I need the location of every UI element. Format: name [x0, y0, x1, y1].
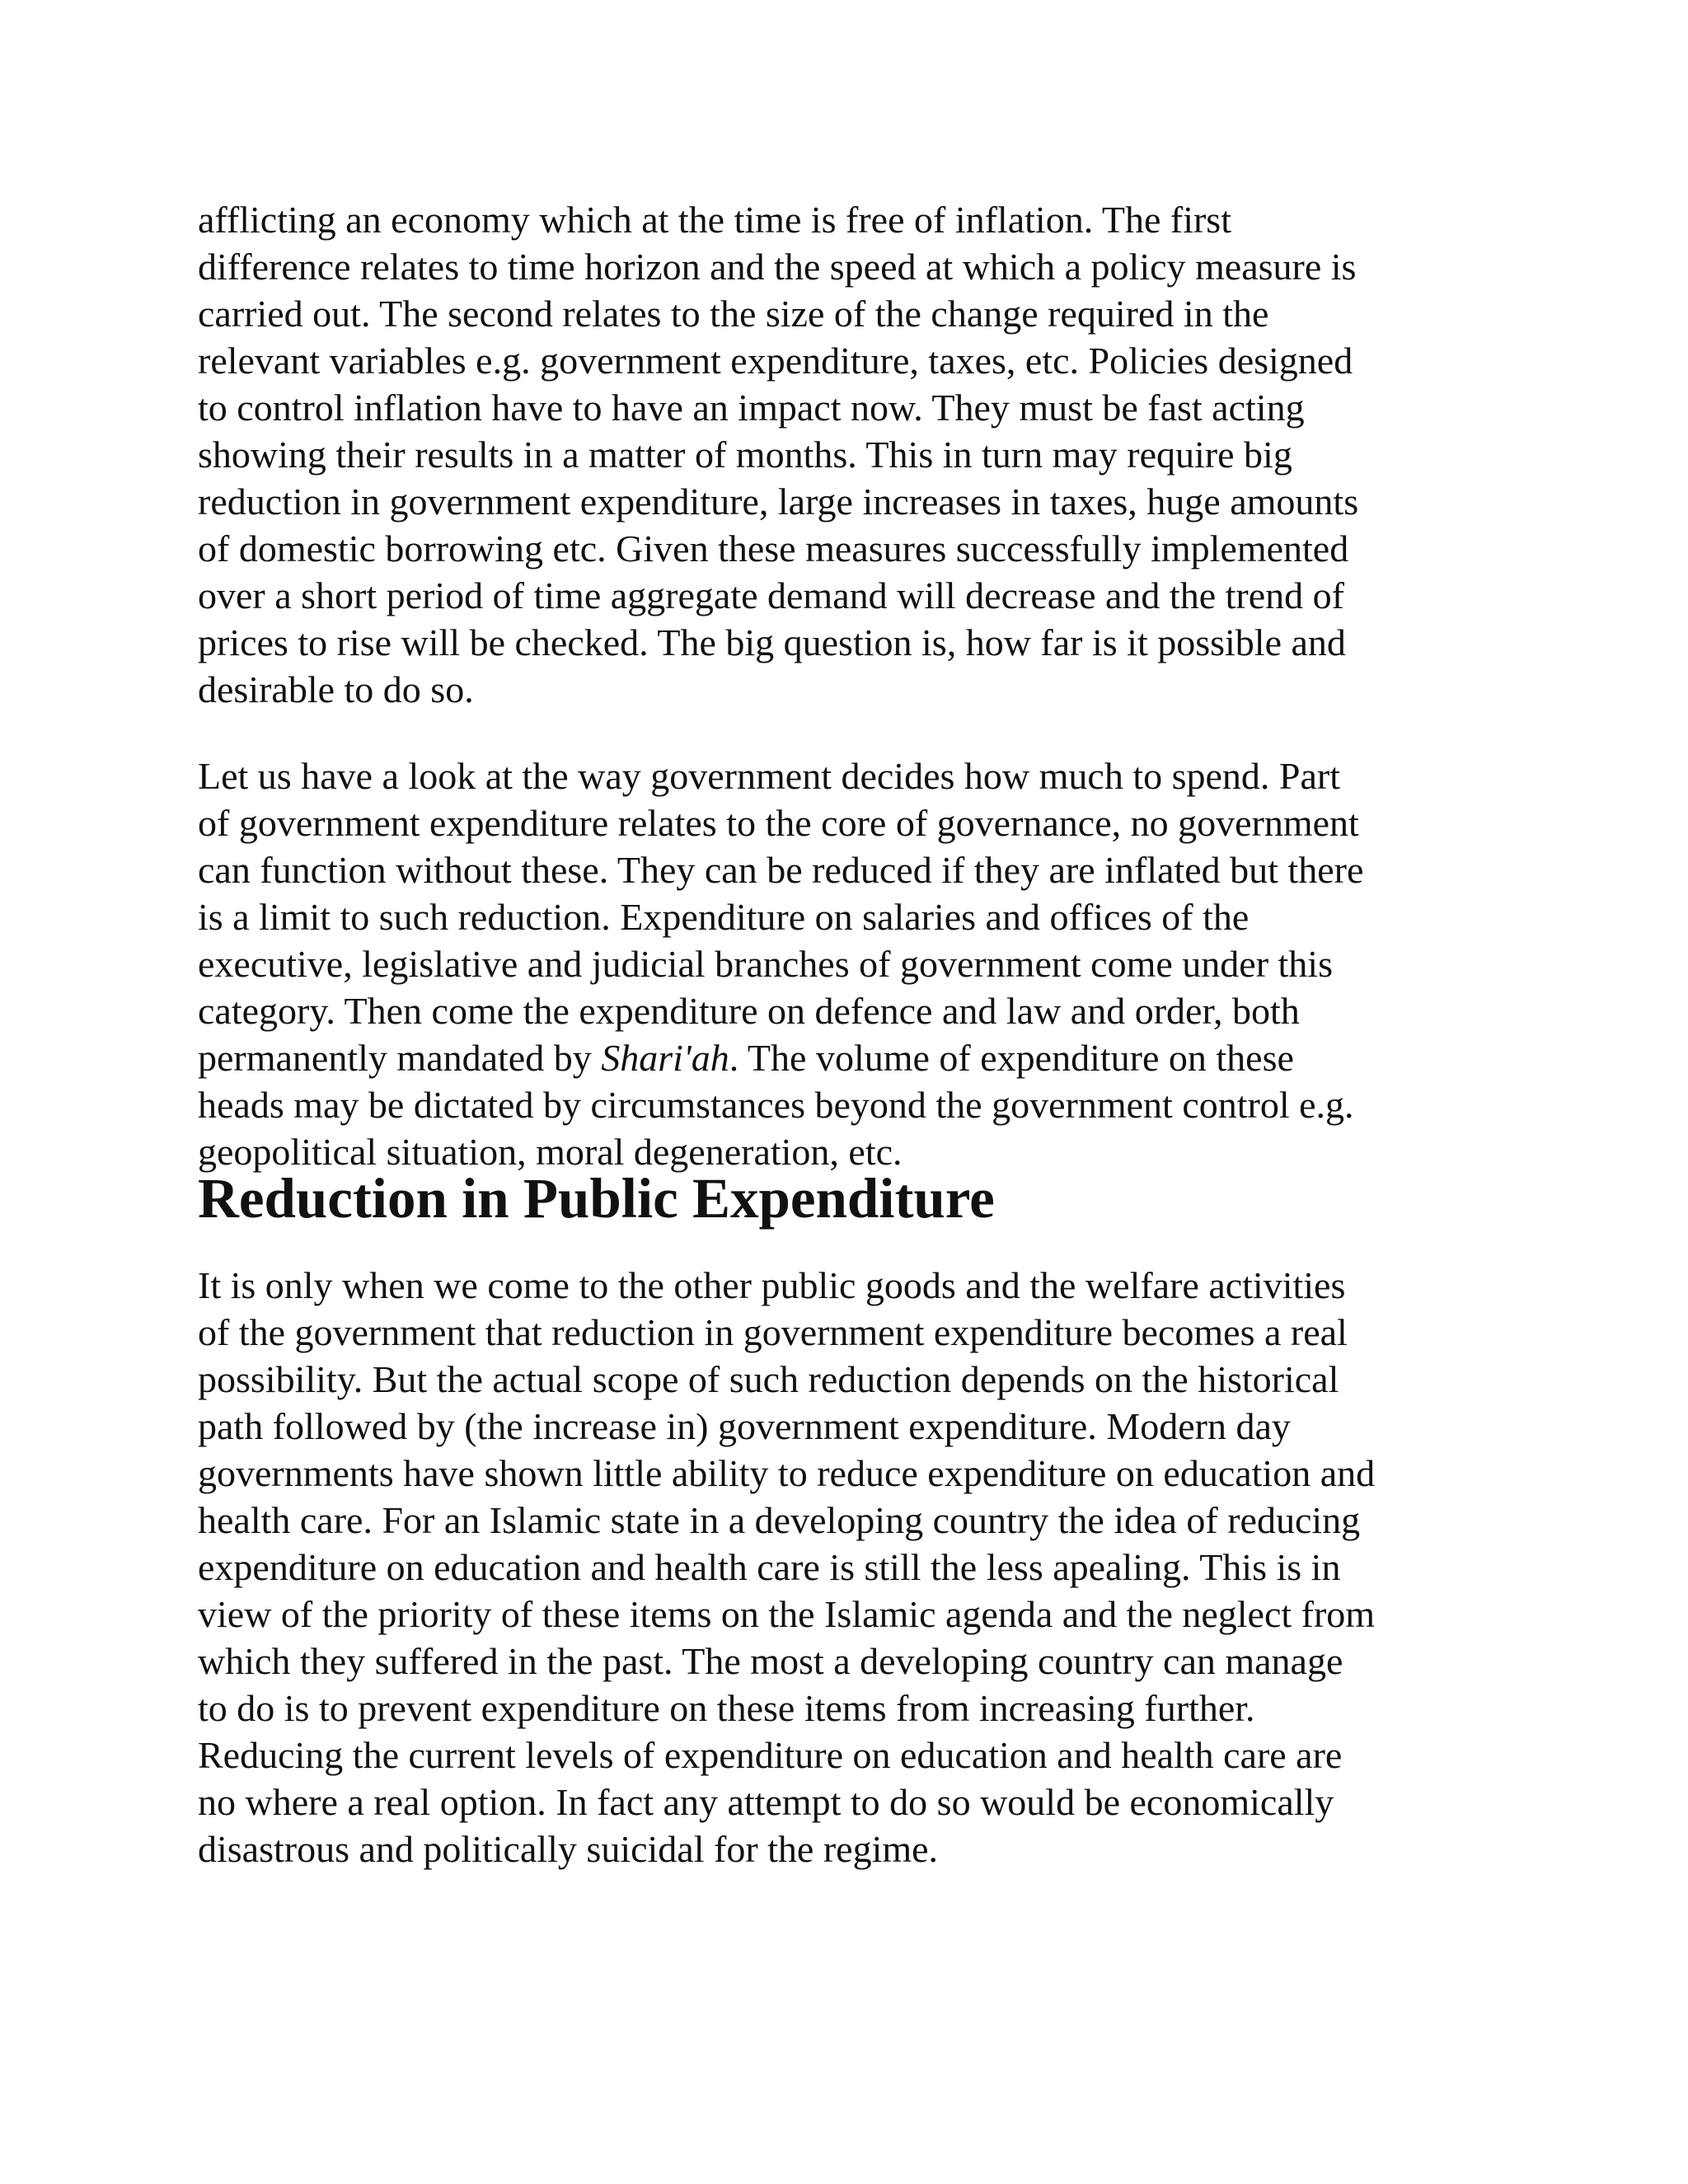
text-line: Reducing the current levels of expenditure on education and health care are [198, 1734, 1343, 1776]
document-body [198, 196, 1500, 1872]
text-line: showing their results in a matter of months. This in turn may require big [198, 434, 1292, 476]
text-fragment: . The volume of expenditure on these [729, 1037, 1294, 1079]
text-line: to do is to prevent expenditure on these items from increasing further. [198, 1687, 1255, 1729]
text-line: It is only when we come to the other public goods and the welfare activities [198, 1264, 1346, 1306]
section-heading: Reduction in Public Expenditure [198, 1167, 995, 1230]
text-line: geopolitical situation, moral degeneration, etc. [198, 1131, 903, 1173]
text-line: of domestic borrowing etc. Given these measures successfully implemented [198, 527, 1349, 569]
text-line: desirable to do so. [198, 668, 474, 710]
text-line: path followed by (the increase in) government expenditure. Modern day [198, 1405, 1291, 1447]
text-line: Let us have a look at the way government decides how much to spend. Part [198, 755, 1341, 797]
text-line: which they suffered in the past. The most a developing country can manage [198, 1640, 1343, 1682]
paragraph-government-spending [198, 752, 1500, 1175]
text-line: disastrous and politically suicidal for the regime. [198, 1828, 939, 1870]
text-fragment: permanently mandated by [198, 1037, 602, 1079]
text-line: category. Then come the expenditure on defence and law and order, both [198, 990, 1300, 1032]
text-line-with-italic [198, 1034, 1500, 1081]
text-line: afflicting an economy which at the time is free of inflation. The first [198, 199, 1231, 241]
text-line: difference relates to time horizon and the speed at which a policy measure is [198, 246, 1357, 288]
text-line: no where a real option. In fact any attempt to do so would be economically [198, 1781, 1334, 1823]
italic-term-shariah: Shari'ah [601, 1037, 729, 1079]
text-line: heads may be dictated by circumstances beyond the government control e.g. [198, 1084, 1354, 1126]
text-line: reduction in government expenditure, large increases in taxes, huge amounts [198, 480, 1359, 523]
paragraph-reduction-scope [198, 1262, 1500, 1872]
text-line: governments have shown little ability to reduce expenditure on education and [198, 1452, 1376, 1494]
text-line: prices to rise will be checked. The big question is, how far is it possible and [198, 621, 1346, 663]
text-line: view of the priority of these items on the Islamic agenda and the neglect from [198, 1593, 1376, 1635]
text-line: possibility. But the actual scope of such reduction depends on the historical [198, 1358, 1339, 1400]
text-line: can function without these. They can be reduced if they are inflated but there [198, 849, 1364, 891]
text-line: to control inflation have to have an impact now. They must be fast acting [198, 387, 1305, 429]
text-line: of government expenditure relates to the core of governance, no government [198, 802, 1359, 844]
text-line: health care. For an Islamic state in a developing country the idea of reducing [198, 1499, 1361, 1541]
text-line: is a limit to such reduction. Expenditure on salaries and offices of the [198, 896, 1250, 938]
text-line: executive, legislative and judicial branches of government come under this [198, 943, 1333, 985]
paragraph-inflation-policy [198, 196, 1500, 713]
text-line: carried out. The second relates to the size of the change required in the [198, 293, 1269, 335]
text-line: over a short period of time aggregate demand will decrease and the trend of [198, 574, 1344, 616]
text-line: relevant variables e.g. government expenditure, taxes, etc. Policies designed [198, 340, 1353, 382]
text-line: of the government that reduction in government expenditure becomes a real [198, 1311, 1348, 1353]
text-line: expenditure on education and health care is still the less apealing. This is in [198, 1546, 1341, 1588]
